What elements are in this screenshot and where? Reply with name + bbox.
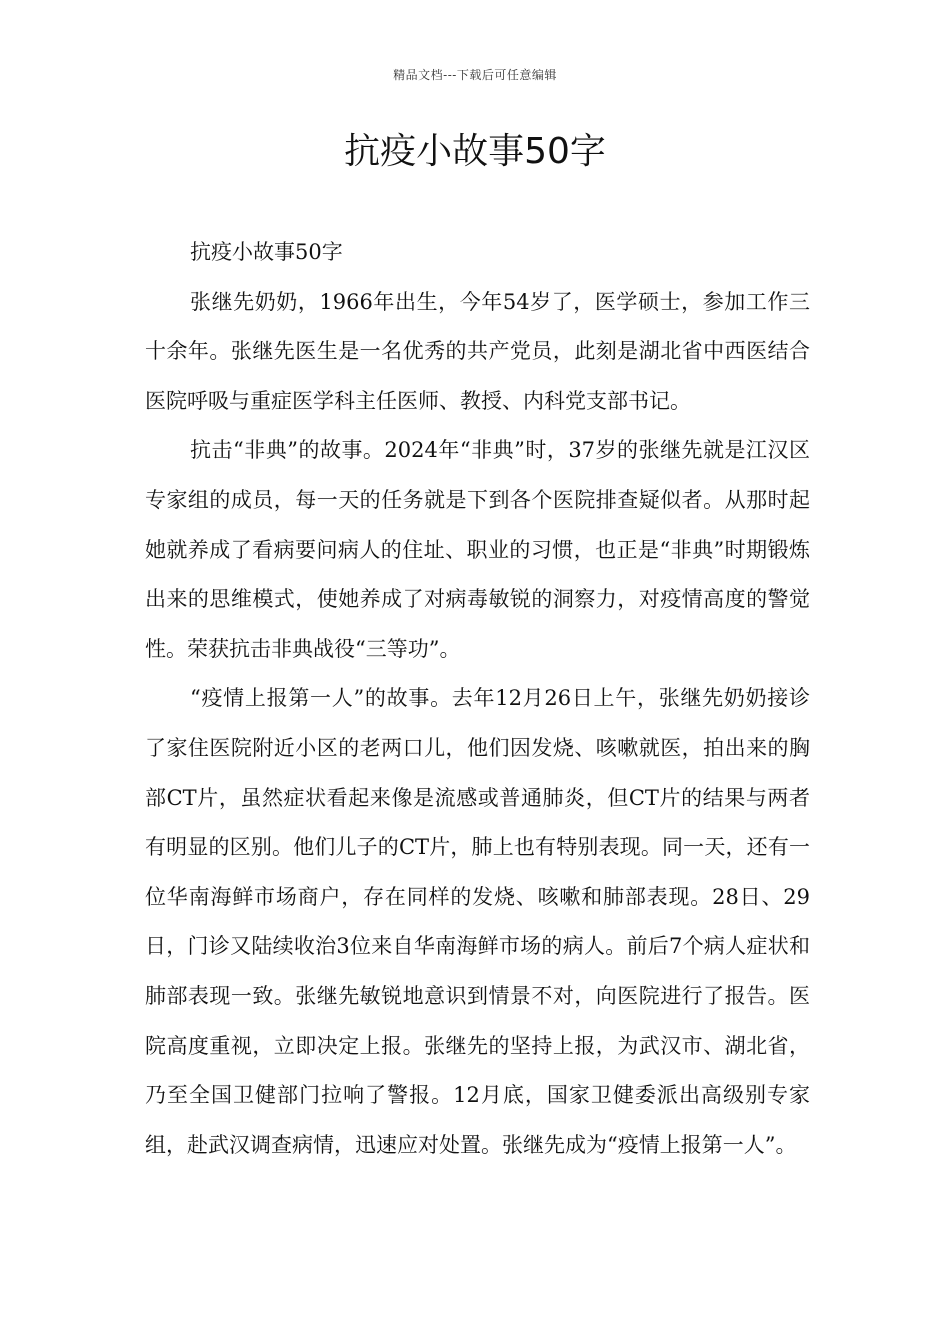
document-title: 抗疫小故事50字 xyxy=(344,131,606,172)
subtitle-paragraph: 抗疫小故事50字 xyxy=(190,240,343,264)
paragraph-first-reporter-story: “疫情上报第一人”的故事。去年12月26日上午，张继先奶奶接诊了家住医院附近小区的老两口儿，他们因发烧、咳嗽就医，拍出来的胸部CT片，虽然症状看起来像是流感或普通肺炎，但CT片的结果与两者有明显的区别。他们儿子的CT片，肺上也有特别表现。同一天，还有一位华南海鲜市场商户，存在同样的发烧、咳嗽和肺部表现。28日、29日，门诊又陆续收治3位来自华南海鲜市场的病人。前后7个病人症状和肺部表现一致。张继先敏锐地意识到情景不对，向医院进行了报告。医院高度重视，立即决定上报。张继先的坚持上报，为武汉市、湖北省，乃至全国卫健部门拉响了警报。12月底，国家卫健委派出高级别专家组，赴武汉调查病情，迅速应对处置。张继先成为“疫情上报第一人”。 xyxy=(145,686,810,1157)
paragraph-intro: 张继先奶奶，1966年出生，今年54岁了，医学硕士，参加工作三十余年。张继先医生是一名优秀的共产党员，此刻是湖北省中西医结合医院呼吸与重症医学科主任医师、教授、内科党支部书记。 xyxy=(145,289,810,413)
document-body xyxy=(145,228,810,1170)
paragraph-sars-story: 抗击“非典”的故事。2024年“非典”时，37岁的张继先就是江汉区专家组的成员，每一天的任务就是下到各个医院排查疑似者。从那时起她就养成了看病要问病人的住址、职业的习惯，也正是“非典”时期锻炼出来的思维模式，使她养成了对病毒敏锐的洞察力，对疫情高度的警觉性。荣获抗击非典战役“三等功”。 xyxy=(145,438,810,661)
header-note: 精品文档---下载后可任意编辑 xyxy=(393,68,557,82)
